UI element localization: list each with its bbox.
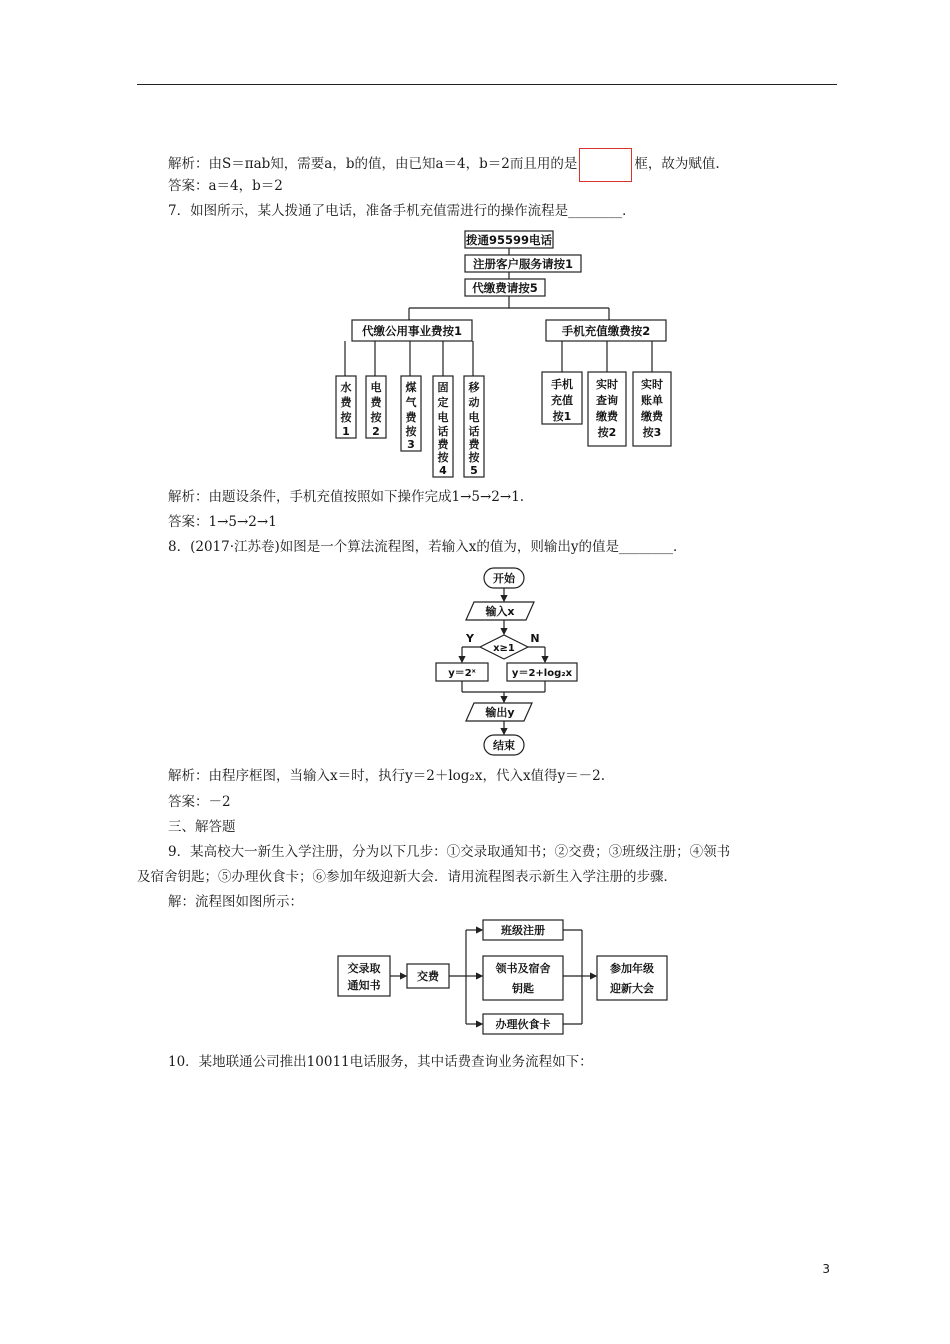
q7-question: 7．如图所示，某人拨通了电话，准备手机充值需进行的操作流程是________．	[168, 203, 636, 219]
q9-question-line2: 及宿舍钥匙；⑤办理伙食卡；⑥参加年级迎新大会．请用流程图表示新生入学注册的步骤．	[137, 869, 677, 885]
q8-input: 输入x	[485, 605, 515, 618]
q8-start: 开始	[493, 572, 515, 585]
q6-analysis-text: 解析：由S＝πab知，需要a，b的值，由已知a＝4，b＝2而且用的是	[168, 156, 578, 172]
leaf-char: 手机	[551, 378, 573, 391]
q8-yes-label: Y	[466, 632, 474, 645]
q8-output: 输出y	[485, 706, 515, 719]
leaf-char: 按	[468, 451, 480, 464]
q7-box-register: 注册客户服务请按1	[472, 257, 574, 271]
leaf-char: 话	[468, 425, 480, 438]
q8-answer: 答案：－2	[168, 794, 231, 810]
q9-branch-bot: 办理伙食卡	[495, 1018, 551, 1031]
leaf-char: 实时	[641, 378, 663, 391]
leaf-char: 按	[405, 425, 417, 438]
leaf-char: 2	[372, 425, 380, 438]
leaf-char: 费	[468, 438, 480, 451]
q7-box-dial: 拨通95599电话	[465, 233, 553, 247]
leaf-char: 按	[437, 451, 449, 464]
q8-question: 8．(2017·江苏卷)如图是一个算法流程图，若输入x的值为，则输出y的值是________．	[168, 539, 687, 555]
leaf-char: 5	[470, 464, 478, 477]
q7-flowchart	[330, 226, 690, 481]
q6-analysis-text-end: 框，故为赋值.	[634, 156, 720, 172]
leaf-char: 费	[340, 396, 352, 409]
leaf-char: 4	[439, 464, 447, 477]
q8-no-box: y＝2+log₂x	[511, 668, 573, 679]
leaf-char: 电	[370, 381, 382, 394]
leaf-char: 实时	[596, 378, 618, 391]
leaf-char: 账单	[641, 394, 663, 407]
q9-step2: 交费	[417, 970, 439, 983]
leaf-char: 缴费	[641, 410, 663, 423]
leaf-char: 3	[407, 438, 415, 451]
q10-question: 10．某地联通公司推出10011电话服务，其中话费查询业务流程如下：	[168, 1054, 593, 1070]
assignment-box-symbol	[579, 148, 632, 182]
q7-answer: 答案：1→5→2→1	[168, 514, 277, 530]
leaf-char: 话	[437, 425, 449, 438]
q9-branch-top: 班级注册	[501, 924, 545, 937]
leaf-char: 电	[437, 411, 449, 424]
q8-yes-box: y＝2ˣ	[448, 668, 476, 679]
leaf-char: 查询	[596, 394, 618, 407]
page-number: 3	[822, 1262, 830, 1276]
q6-answer: 答案：a＝4，b＝2	[168, 178, 283, 194]
leaf-char: 缴费	[596, 410, 618, 423]
q9-branch-mid-line1: 领书及宿舍	[495, 962, 551, 975]
q7-box-phone-topup: 手机充值缴费按2	[561, 324, 651, 338]
q8-condition: x≥1	[493, 643, 515, 654]
leaf-char: 水	[340, 381, 352, 394]
leaf-char: 费	[370, 396, 382, 409]
q9-flowchart	[330, 912, 680, 1040]
q9-solution: 解：流程图如图所示：	[168, 894, 303, 910]
leaf-char: 按1	[552, 410, 572, 423]
leaf-char: 费	[405, 411, 417, 424]
section-heading: 三、解答题	[168, 819, 236, 835]
q8-end: 结束	[493, 739, 515, 752]
leaf-char: 煤	[405, 381, 417, 394]
q9-step1-line1: 交录取	[347, 962, 381, 975]
leaf-char: 气	[405, 396, 417, 409]
leaf-char: 固	[437, 381, 449, 394]
leaf-char: 费	[437, 438, 449, 451]
q7-leaf-labels	[341, 377, 664, 477]
leaf-char: 按3	[642, 426, 662, 439]
q9-question-line1: 9．某高校大一新生入学注册，分为以下几步：①交录取通知书；②交费；③班级注册；④领书	[168, 844, 731, 860]
q7-box-utilities: 代缴公用事业费按1	[361, 324, 463, 338]
q8-no-label: N	[530, 632, 540, 645]
leaf-char: 定	[437, 396, 449, 409]
q9-final-line1: 参加年级	[610, 962, 654, 975]
leaf-char: 动	[468, 396, 480, 409]
leaf-char: 充值	[551, 394, 573, 407]
leaf-char: 按	[340, 411, 352, 424]
q7-analysis: 解析：由题设条件，手机充值按照如下操作完成1→5→2→1.	[168, 489, 525, 505]
q8-analysis: 解析：由程序框图，当输入x＝时，执行y＝2＋log₂x，代入x值得y＝－2.	[168, 768, 606, 784]
q8-flowchart	[430, 562, 590, 762]
leaf-char: 电	[468, 411, 480, 424]
q7-box-payment: 代缴费请按5	[472, 281, 538, 295]
q9-final-line2: 迎新大会	[610, 982, 654, 995]
leaf-char: 按2	[597, 426, 617, 439]
header-rule	[137, 84, 837, 85]
q9-step1-line2: 通知书	[347, 979, 381, 992]
leaf-char: 1	[342, 425, 350, 438]
q9-branch-mid-line2: 钥匙	[512, 982, 534, 995]
leaf-char: 按	[370, 411, 382, 424]
leaf-char: 移	[468, 381, 480, 394]
